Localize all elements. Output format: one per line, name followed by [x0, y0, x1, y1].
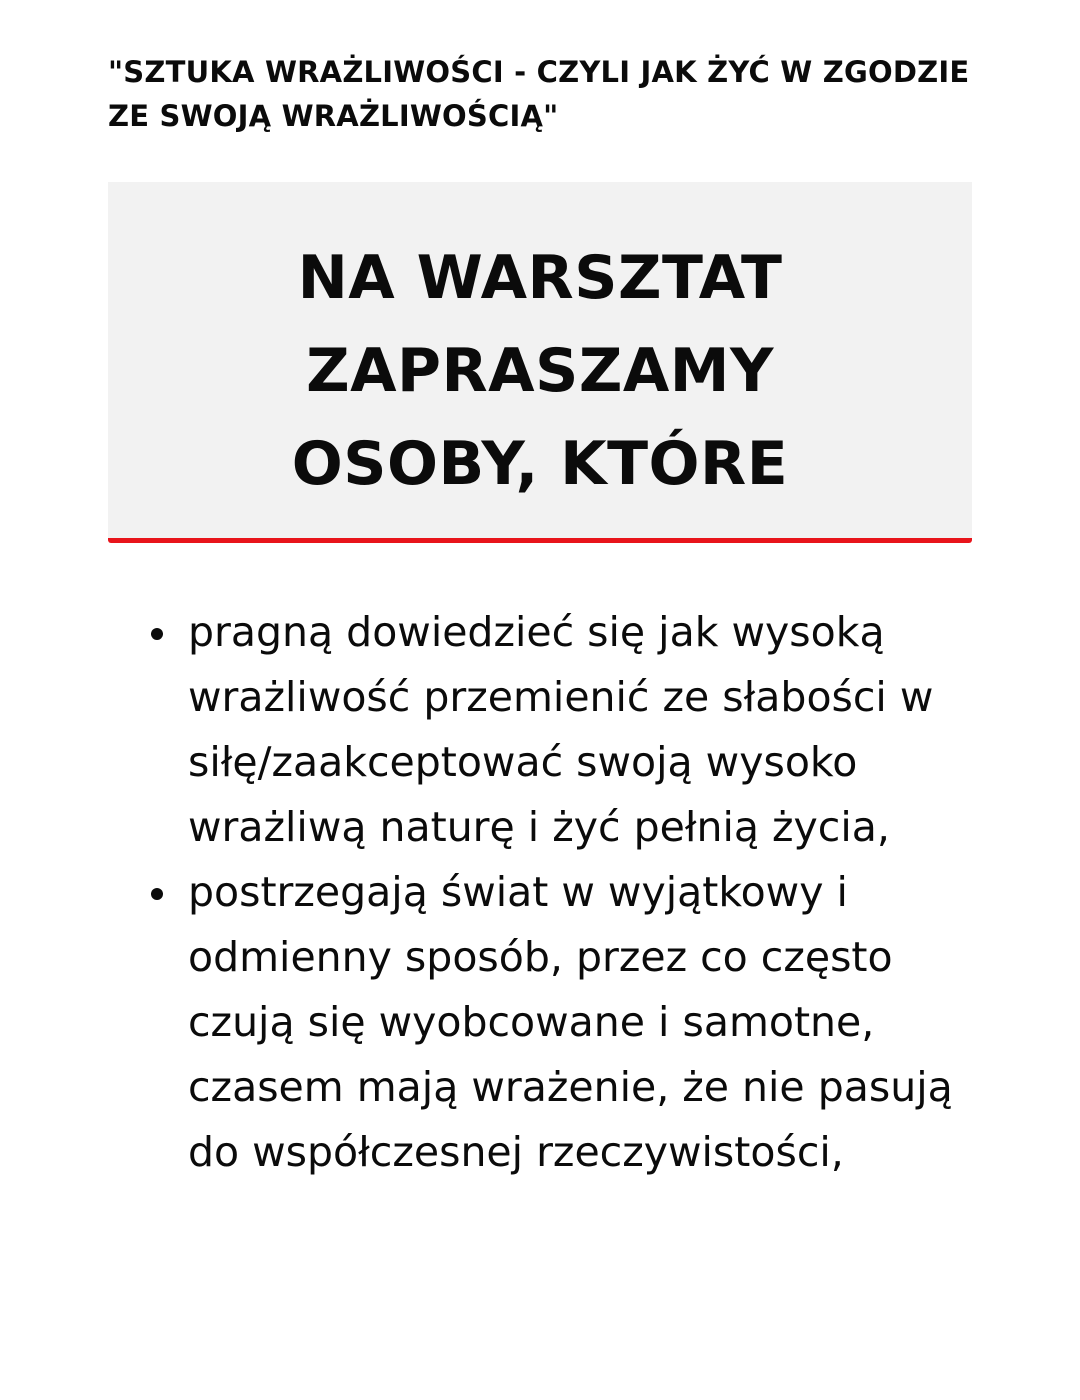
subtitle-line: "SZTUKA WRAŻLIWOŚCI - CZYLI JAK ŻYĆ W ZGODZIE [108, 55, 970, 89]
workshop-subtitle [108, 50, 972, 138]
banner-title-line: NA WARSZTAT [297, 243, 783, 313]
list-item-line: odmienny sposób, przez co często [188, 933, 893, 981]
subtitle-line: ZE SWOJĄ WRAŻLIWOŚCIĄ" [108, 99, 559, 133]
banner-title-line: OSOBY, KTÓRE [291, 429, 789, 499]
list-item-line: do współczesnej rzeczywistości, [188, 1128, 844, 1176]
banner-title-line: ZAPRASZAMY [306, 336, 774, 406]
list-item-line: wrażliwą naturę i żyć pełnią życia, [188, 803, 890, 851]
invitation-banner [108, 182, 972, 543]
list-item [188, 860, 1028, 1185]
list-item [188, 600, 1028, 860]
list-item-line: wrażliwość przemienić ze słabości w [188, 673, 934, 721]
list-item-line: czasem mają wrażenie, że nie pasują [188, 1063, 953, 1111]
audience-list [140, 600, 1028, 1185]
list-item-line: postrzegają świat w wyjątkowy i [188, 868, 848, 916]
bullet-icon [151, 628, 163, 640]
list-item-line: czują się wyobcowane i samotne, [188, 998, 875, 1046]
banner-title [108, 232, 972, 511]
list-item-line: pragną dowiedzieć się jak wysoką [188, 608, 885, 656]
bullet-icon [151, 888, 163, 900]
list-item-line: siłę/zaakceptować swoją wysoko [188, 738, 858, 786]
